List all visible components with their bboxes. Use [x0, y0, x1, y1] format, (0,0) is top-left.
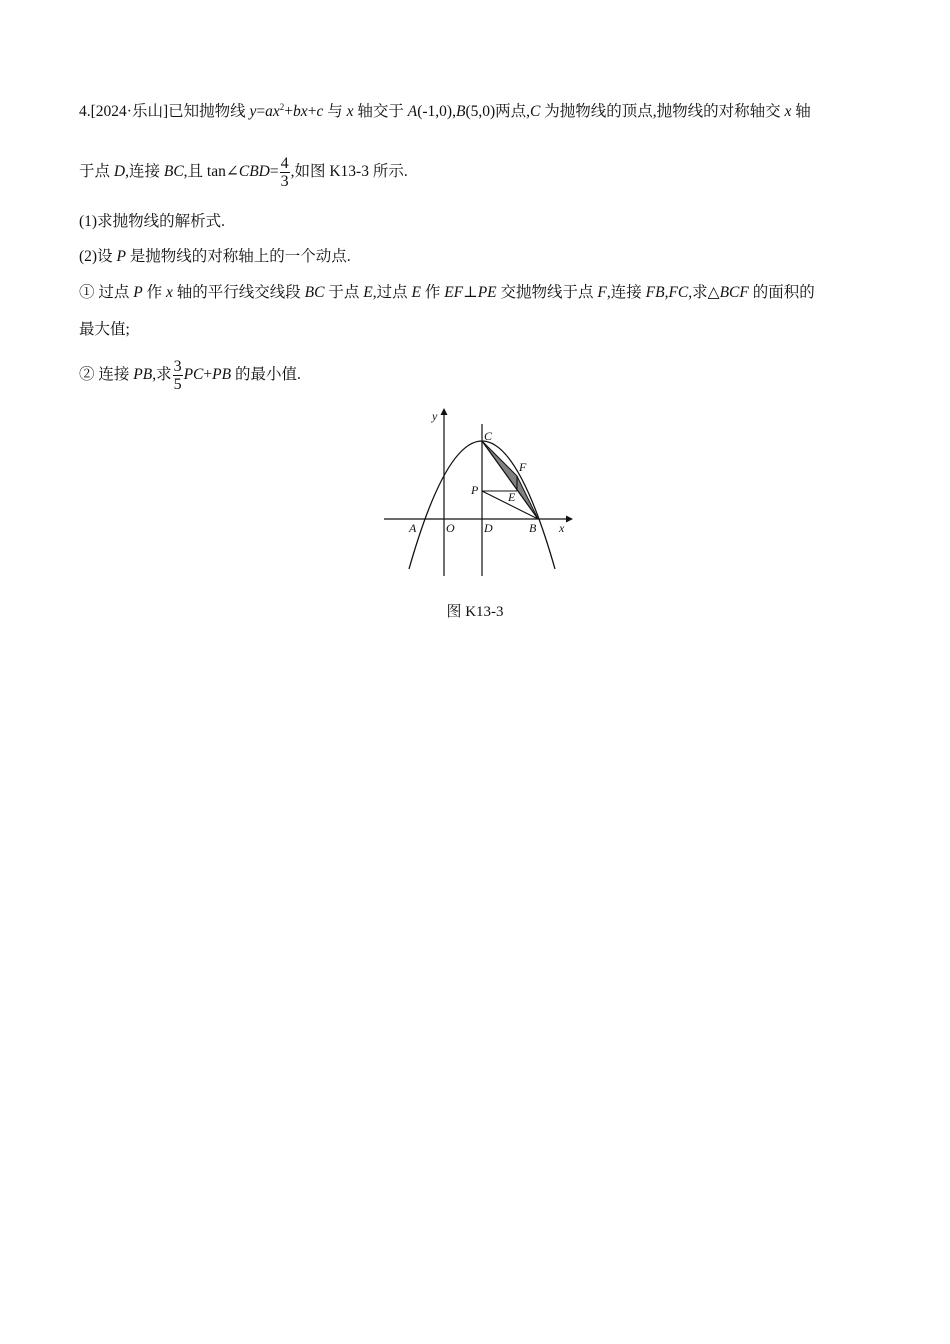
- eq-var: ax: [265, 103, 280, 120]
- problem-source: [2024·乐山]: [90, 103, 169, 120]
- label-x: x: [559, 521, 565, 535]
- fraction-denominator: 3: [280, 172, 289, 190]
- stem-text: 与: [323, 103, 347, 120]
- label-y: y: [432, 409, 438, 423]
- point-label: D: [113, 163, 126, 180]
- angle-label: CBD: [238, 163, 270, 180]
- stem-text: 于点: [79, 163, 114, 180]
- stem-text: ,: [664, 284, 669, 301]
- stem-text: ,如图 K13-3 所示.: [290, 163, 408, 180]
- segment-label: PB: [212, 366, 232, 383]
- stem-text: 作: [420, 284, 445, 301]
- coord: (-1,0),: [417, 103, 456, 120]
- coord: (5,0): [465, 103, 496, 120]
- sub-question-2: [79, 355, 871, 395]
- eq-var: x: [784, 103, 792, 120]
- triangle-label: BCF: [719, 284, 749, 301]
- eq-var: x: [166, 284, 173, 301]
- eq-op: +: [307, 103, 317, 120]
- label-p: P: [471, 483, 479, 497]
- fraction-numerator: 3: [173, 357, 182, 375]
- eq-var: y: [249, 103, 257, 120]
- eq-var: c: [316, 103, 324, 120]
- segment-label: FC: [668, 284, 689, 301]
- eq-var: bx: [293, 103, 308, 120]
- fraction-four-thirds: [280, 155, 290, 190]
- stem-text: 两点,: [495, 103, 531, 120]
- stem-text: ,过点: [372, 284, 412, 301]
- segment-label: BC: [163, 163, 184, 180]
- part-1: [79, 212, 871, 232]
- stem-text: 轴交于: [353, 103, 408, 120]
- point-label: B: [455, 103, 466, 120]
- segment-label: EF: [444, 284, 464, 301]
- eq-op: +: [203, 366, 213, 383]
- stem-text: 的最小值.: [231, 366, 301, 383]
- point-label: P: [133, 284, 143, 301]
- label-e: E: [508, 490, 516, 504]
- segment-label: PB: [133, 366, 153, 383]
- stem-text: 轴: [791, 103, 811, 120]
- point-label: E: [411, 284, 421, 301]
- stem-text: 的面积的: [748, 284, 815, 301]
- parabola-figure: [380, 404, 575, 580]
- point-label: C: [530, 103, 541, 120]
- stem-text: 为抛物线的顶点,抛物线的对称轴交: [540, 103, 785, 120]
- stem-text: ,求: [152, 366, 172, 383]
- stem-text: 是抛物线的对称轴上的一个动点.: [125, 248, 351, 265]
- eq-op: +: [284, 103, 294, 120]
- sub-question-1-cont: [79, 320, 871, 340]
- segment-label: BC: [304, 284, 325, 301]
- eq-op: =: [269, 163, 279, 180]
- stem-text: ,求△: [688, 284, 720, 301]
- segment-label: FB: [645, 284, 665, 301]
- stem-text: ,连接: [606, 284, 646, 301]
- point-label: E: [363, 284, 373, 301]
- fraction-denominator: 5: [173, 375, 182, 393]
- label-o: O: [446, 521, 455, 535]
- eq-var: x: [346, 103, 354, 120]
- figure-caption: 图 K13-3: [446, 604, 504, 620]
- stem-text: 交抛物线于点: [496, 284, 598, 301]
- label-f: F: [519, 460, 527, 474]
- label-b: B: [529, 521, 537, 535]
- stem-text: 作: [142, 284, 166, 301]
- segment-label: PC: [183, 366, 204, 383]
- part-1-text: (1)求抛物线的解析式.: [79, 213, 225, 230]
- problem-line-1: [79, 102, 871, 122]
- perp-symbol: ⊥: [463, 284, 478, 301]
- fraction-three-fifths: [173, 358, 183, 393]
- stem-text: ,连接: [125, 163, 164, 180]
- point-label: A: [407, 103, 418, 120]
- segment-label: PE: [477, 284, 497, 301]
- label-c: C: [484, 429, 493, 443]
- problem-number: 4.: [79, 103, 91, 120]
- part-2: [79, 247, 871, 267]
- eq-exponent: 2: [279, 102, 285, 112]
- stem-text: 最大值;: [79, 321, 130, 338]
- stem-text: 轴的平行线交线段: [172, 284, 305, 301]
- label-d: D: [484, 521, 493, 535]
- label-a: A: [409, 521, 417, 535]
- eq-op: =: [256, 103, 266, 120]
- stem-text: ,且 tan∠: [183, 163, 239, 180]
- stem-text: 已知抛物线: [168, 103, 250, 120]
- stem-text: 于点: [324, 284, 364, 301]
- x-axis-arrow: [566, 516, 573, 523]
- point-label: P: [116, 248, 126, 265]
- y-axis-arrow: [441, 408, 448, 415]
- stem-text: ② 连接: [79, 366, 134, 383]
- point-label: F: [597, 284, 607, 301]
- fraction-numerator: 4: [280, 154, 289, 172]
- stem-text: (2)设: [79, 248, 117, 265]
- sub-question-1: [79, 283, 871, 303]
- stem-text: ① 过点: [79, 284, 134, 301]
- problem-line-2: [79, 152, 871, 192]
- segment-bc: [482, 441, 538, 519]
